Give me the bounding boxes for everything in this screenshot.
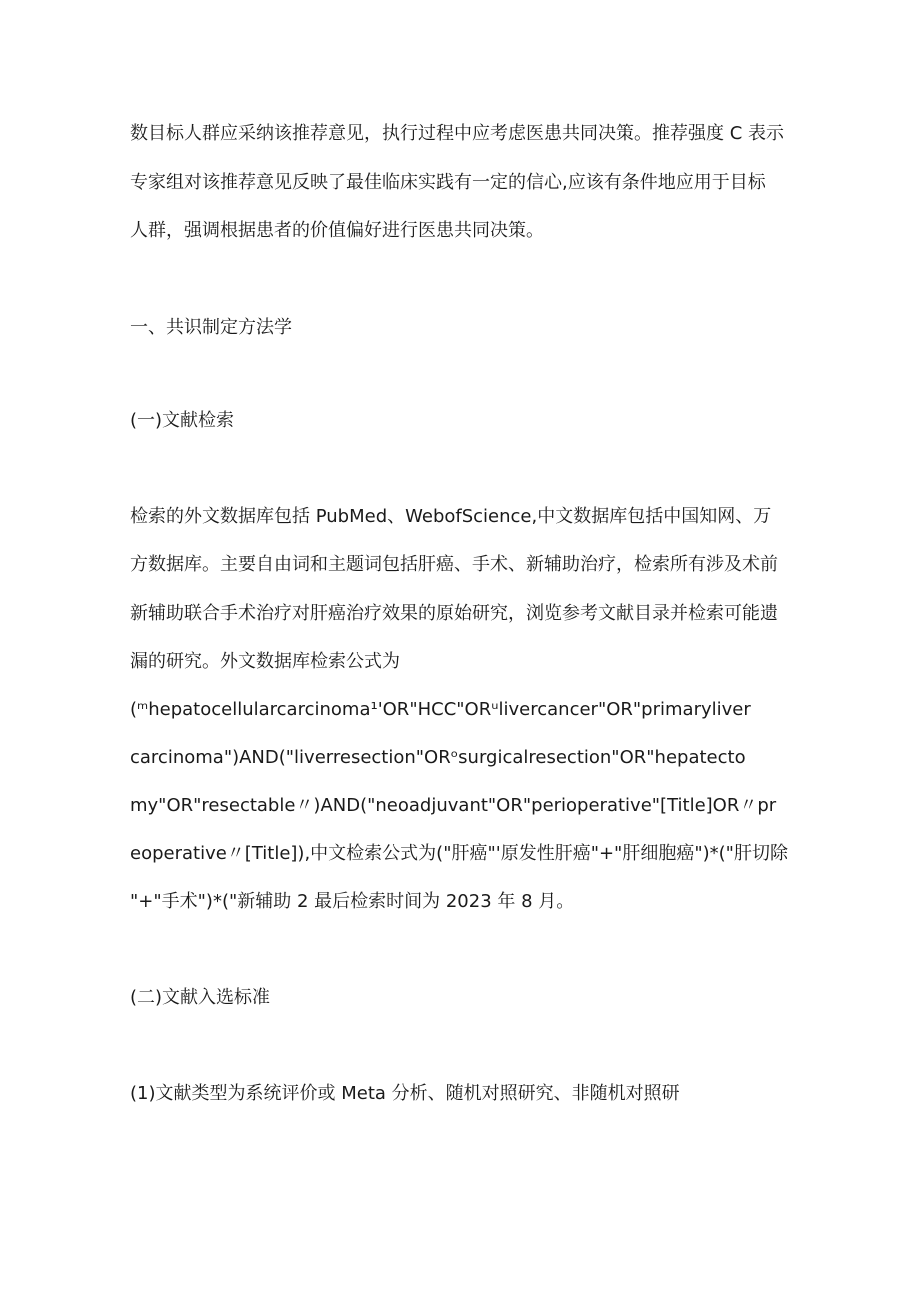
section-heading-methodology: 一、共识制定方法学 bbox=[130, 317, 292, 338]
subsection-heading-inclusion-criteria: (二)文献入选标准 bbox=[130, 987, 271, 1008]
paragraph-3-line-1: (1)文献类型为系统评价或 Meta 分析、随机对照研究、非随机对照研 bbox=[130, 1083, 680, 1104]
paragraph-2-line-1: 检索的外文数据库包括 PubMed、WebofScience,中文数据库包括中国知网、万 bbox=[130, 506, 772, 527]
paragraph-2-line-3: 新辅助联合手术治疗对肝癌治疗效果的原始研究，浏览参考文献目录并检索可能遗 bbox=[130, 603, 778, 624]
paragraph-2-line-9: "+"手术")*("新辅助 2 最后检索时间为 2023 年 8 月。 bbox=[130, 891, 575, 912]
paragraph-2-line-2: 方数据库。主要自由词和主题词包括肝癌、手术、新辅助治疗，检索所有涉及术前 bbox=[130, 554, 778, 575]
paragraph-2-line-5: (ᵐhepatocellularcarcinoma¹'OR"HCC"ORᵘlivercancer"OR"primaryliver bbox=[130, 699, 751, 720]
paragraph-2-line-7: my"OR"resectable〃)AND("neoadjuvant"OR"perioperative"[Title]OR〃pr bbox=[130, 795, 777, 816]
paragraph-2-line-4: 漏的研究。外文数据库检索公式为 bbox=[130, 651, 400, 672]
paragraph-1-line-2: 专家组对该推荐意见反映了最佳临床实践有一定的信心,应该有条件地应用于目标 bbox=[130, 172, 766, 193]
paragraph-1-line-1: 数目标人群应采纳该推荐意见，执行过程中应考虑医患共同决策。推荐强度 C 表示 bbox=[130, 123, 785, 144]
paragraph-1-line-3: 人群，强调根据患者的价值偏好进行医患共同决策。 bbox=[130, 220, 544, 241]
paragraph-2-line-6: carcinoma")AND("liverresection"ORᵒsurgicalresection"OR"hepatecto bbox=[130, 747, 746, 768]
subsection-heading-literature-search: (一)文献检索 bbox=[130, 410, 235, 431]
paragraph-2-line-8: eoperative〃[Title]),中文检索公式为("肝癌"'原发性肝癌"+"肝细胞癌")*("肝切除 bbox=[130, 843, 788, 864]
